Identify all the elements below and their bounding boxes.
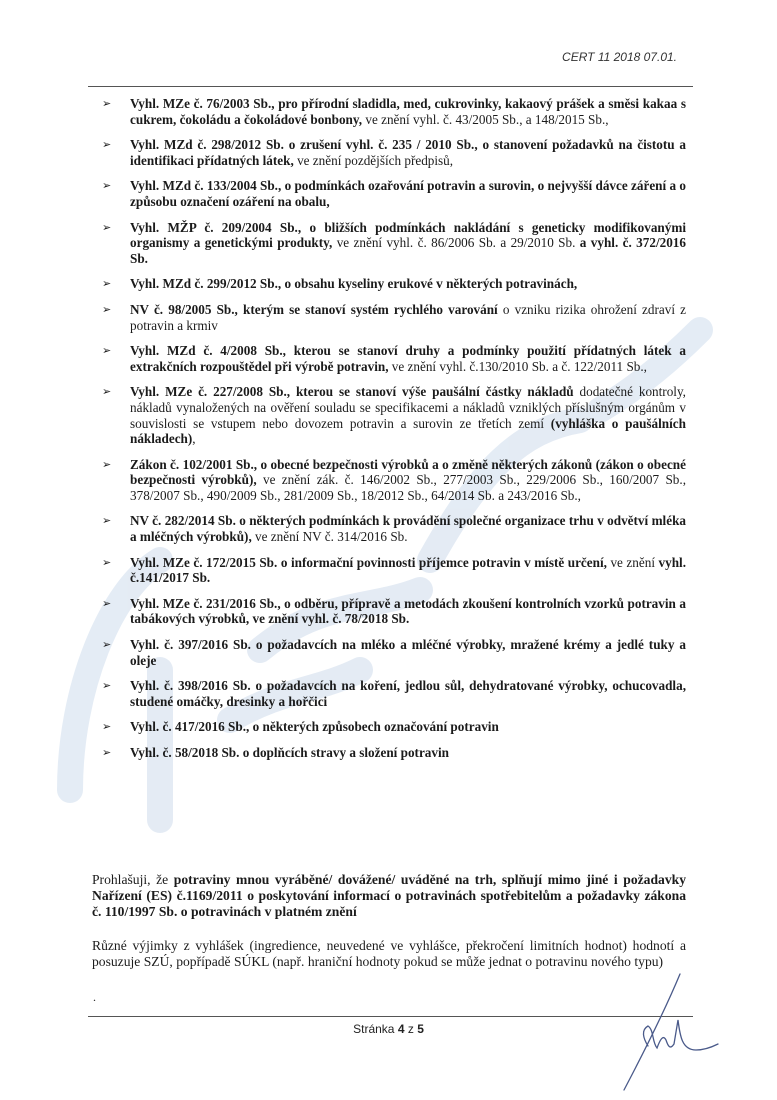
list-item: ➢ NV č. 98/2005 Sb., kterým se stanoví systém rychlého varování o vzniku rizika ohrožení zdraví z potravin a krmiv (102, 301, 686, 333)
arrowhead-bullet-icon: ➢ (102, 720, 112, 734)
handwritten-signature (610, 970, 720, 1095)
list-item: ➢ Zákon č. 102/2001 Sb., o obecné bezpečnosti výrobků a o změně některých zákonů (zákon o obecné bezpečnosti výrobků), ve znění zák. č. 146/2002 Sb., 277/2003 Sb., 229/2006 Sb., 160/2007 Sb., 378/2007 Sb., 490/2009 Sb., 281/2009 Sb., 18/2012 Sb., 64/2014 Sb. a 243/2016 Sb., (102, 456, 686, 503)
arrowhead-bullet-icon: ➢ (102, 746, 112, 759)
arrowhead-bullet-icon: ➢ (102, 344, 112, 358)
list-item: ➢ Vyhl. MZd č. 4/2008 Sb., kterou se stanoví druhy a podmínky použití přídatných látek a extrakčních rozpouštědel při výrobě potravin, ve znění vyhl. č.130/2010 Sb. a č. 122/2011 Sb., (102, 343, 686, 374)
list-item: ➢ Vyhl. č. 397/2016 Sb. o požadavcích na mléko a mléčné výrobky, mražené krémy a jedlé tuky a oleje (102, 637, 686, 668)
legislation-list (92, 96, 686, 761)
arrowhead-bullet-icon: ➢ (102, 302, 112, 316)
arrowhead-bullet-icon: ➢ (102, 638, 112, 652)
arrowhead-bullet-icon: ➢ (102, 457, 112, 471)
arrowhead-bullet-icon: ➢ (102, 220, 112, 234)
list-item: ➢ NV č. 282/2014 Sb. o některých podmínkách k provádění společné organizace trhu v odvětví mléka a mléčných výrobků), ve znění NV č. 314/2016 Sb. (102, 513, 686, 545)
page-separator: z (407, 1022, 414, 1036)
arrowhead-bullet-icon: ➢ (102, 514, 112, 528)
stray-dot: . (93, 990, 96, 1004)
page-label: Stránka (353, 1022, 395, 1036)
arrowhead-bullet-icon: ➢ (102, 179, 112, 193)
page-number: 4 (397, 1022, 405, 1036)
list-item: ➢ Vyhl. MZd č. 298/2012 Sb. o zrušení vyhl. č. 235 / 2010 Sb., o stanovení požadavků na čistotu a identifikaci přídatných látek, ve znění pozdějších předpisů, (102, 137, 686, 168)
list-item: ➢ Vyhl. č. 58/2018 Sb. o doplňcích stravy a složení potravin (102, 745, 449, 760)
arrowhead-bullet-icon: ➢ (102, 277, 112, 291)
arrowhead-bullet-icon: ➢ (102, 596, 112, 610)
list-item: ➢ Vyhl. MZe č. 76/2003 Sb., pro přírodní sladidla, med, cukrovinky, kakaový prášek a směsi kakaa s cukrem, čokoládu a čokoládové bonbony, ve znění vyhl. č. 43/2005 Sb., a 148/2015 Sb., (102, 96, 686, 127)
list-item: ➢ Vyhl. č. 398/2016 Sb. o požadavcích na koření, jedlou sůl, dehydratované výrobky, ochucovadla, studené omáčky, dresinky a hořčici (102, 678, 686, 709)
document-code: CERT 11 2018 07.01. (562, 50, 677, 64)
arrowhead-bullet-icon: ➢ (102, 385, 112, 399)
arrowhead-bullet-icon: ➢ (102, 97, 112, 110)
list-item: ➢ Vyhl. MŽP č. 209/2004 Sb., o bližších podmínkách nakládání s geneticky modifikovanými organismy a genetickými produkty, ve znění vyhl. č. 86/2006 Sb. a 29/2010 Sb. a vyhl. č. 372/2016 Sb. (102, 219, 686, 266)
list-item: ➢ Vyhl. MZe č. 172/2015 Sb. o informační povinnosti příjemce potravin v místě určení, ve znění vyhl. č.141/2017 Sb. (102, 554, 686, 586)
page-total: 5 (417, 1022, 424, 1036)
footer-divider (88, 1016, 693, 1017)
arrowhead-bullet-icon: ➢ (102, 138, 112, 152)
arrowhead-bullet-icon: ➢ (102, 679, 112, 693)
header-divider (88, 86, 693, 87)
list-item: ➢ Vyhl. MZe č. 231/2016 Sb., o odběru, přípravě a metodách zkoušení kontrolních vzorků potravin a tabákových výrobků, ve znění vyhl. č. 78/2018 Sb. (102, 595, 686, 627)
arrowhead-bullet-icon: ➢ (102, 555, 112, 569)
list-item: ➢ Vyhl. MZd č. 299/2012 Sb., o obsahu kyseliny erukové v některých potravinách, (102, 276, 578, 292)
list-item: ➢ Vyhl. č. 417/2016 Sb., o některých způsobech označování potravin (102, 719, 499, 735)
list-item: ➢ Vyhl. MZd č. 133/2004 Sb., o podmínkách ozařování potravin a surovin, o nejvyšší dávce záření a o způsobu označení ozáření na obalu, (102, 178, 686, 209)
declaration-paragraph: Prohlašuji, že potraviny mnou vyráběné/ dovážené/ uváděné na trh, splňují mimo jiné i požadavky Nařízení (ES) č.1169/2011 o poskytování informací o potravinách spotřebitelům a požadavky zákona č. 110/1997 Sb. o potravinách v platném znění (92, 872, 686, 919)
exceptions-note: Různé výjimky z vyhlášek (ingredience, neuvedené ve vyhlášce, překročení limitních hodnot) hodnotí a posuzuje SZÚ, popřípadě SÚKL (např. hraniční hodnoty pokud se může jednat o potravinu nového typu) (92, 938, 686, 969)
list-item: ➢ Vyhl. MZe č. 227/2008 Sb., kterou se stanoví výše paušální částky nákladů dodatečné kontroly, nákladů vynaložených na ověření souladu se specifikacemi a nákladů vzniklých příslušným orgánům v souvislosti se vstupem nebo dovozem potravin a surovin ze třetích zemí (vyhláška o paušálních nákladech), (102, 384, 686, 447)
